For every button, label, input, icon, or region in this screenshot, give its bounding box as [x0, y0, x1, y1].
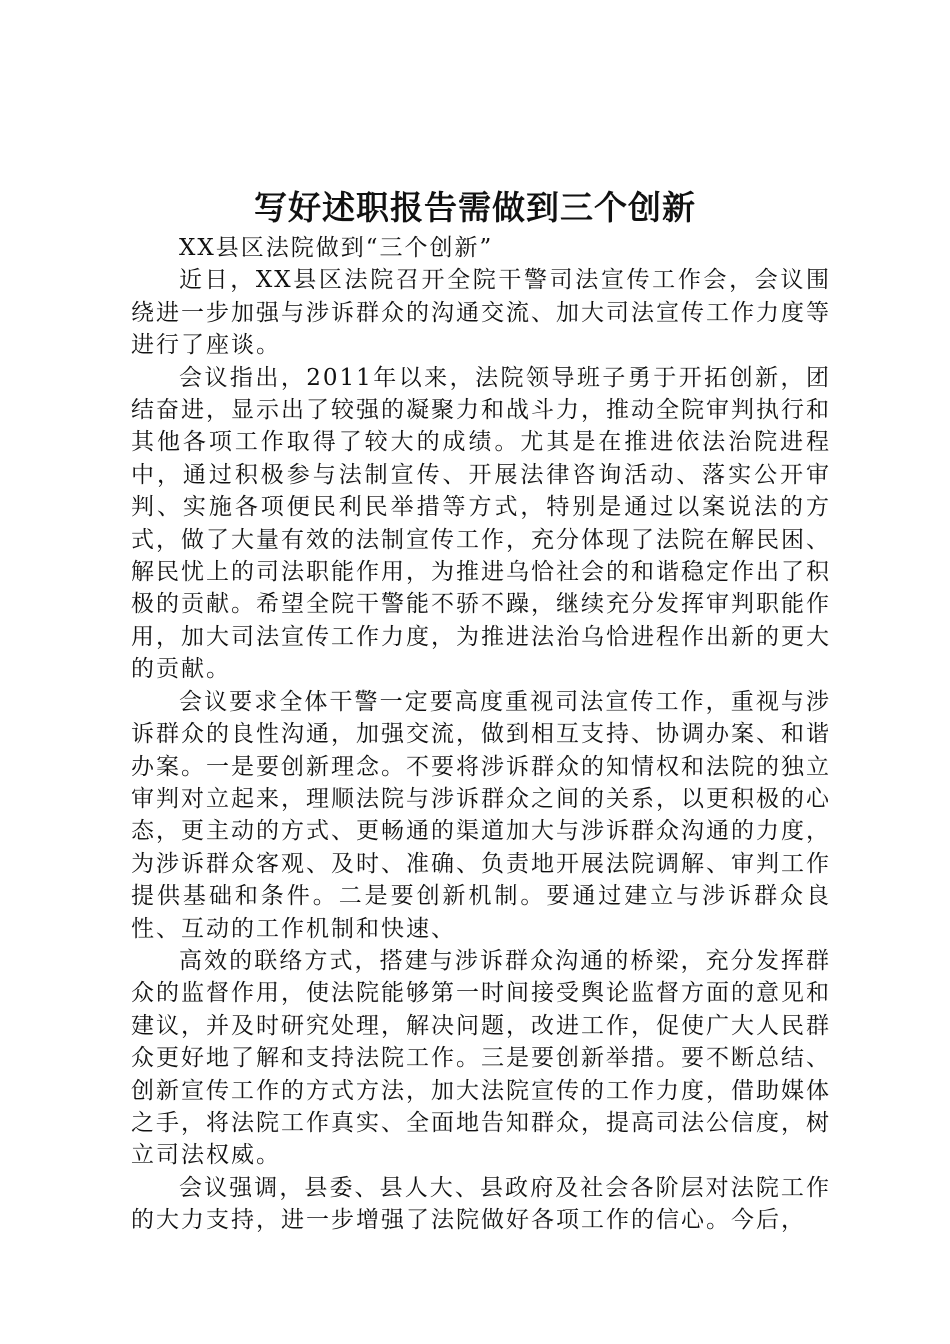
- body-paragraph: 会议指出，2011年以来，法院领导班子勇于开拓创新，团结奋进，显示出了较强的凝聚力和战斗力，推动全院审判执行和其他各项工作取得了较大的成绩。尤其是在推进依法治院进程中，通过积极参与法制宣传、开展法律咨询活动、落实公开审判、实施各项便民利民举措等方式，特别是通过以案说法的方式，做了大量有效的法制宣传工作，充分体现了法院在解民困、解民忧上的司法职能作用，为推进乌恰社会的和谐稳定作出了积极的贡献。希望全院干警能不骄不躁，继续充分发挥审判职能作用，加大司法宣传工作力度，为推进法治乌恰进程作出新的更大的贡献。: [131, 364, 831, 683]
- body-paragraph: 会议强调，县委、县人大、县政府及社会各阶层对法院工作的大力支持，进一步增强了法院做好各项工作的信心。今后，: [131, 1174, 831, 1234]
- body-paragraph: 近日，XX县区法院召开全院干警司法宣传工作会，会议围绕进一步加强与涉诉群众的沟通交流、加大司法宣传工作力度等进行了座谈。: [131, 267, 831, 359]
- body-paragraph: 高效的联络方式，搭建与涉诉群众沟通的桥梁，充分发挥群众的监督作用，使法院能够第一时间接受舆论监督方面的意见和建议，并及时研究处理，解决问题，改进工作，促使广大人民群众更好地了解和支持法院工作。三是要创新举措。要不断总结、创新宣传工作的方式方法，加大法院宣传的工作力度，借助媒体之手，将法院工作真实、全面地告知群众，提高司法公信度，树立司法权威。: [131, 947, 831, 1169]
- document-body: [131, 232, 831, 1237]
- subtitle-paragraph: XX县区法院做到“三个创新”: [179, 235, 494, 261]
- body-paragraph: 会议要求全体干警一定要高度重视司法宣传工作，重视与涉诉群众的良性沟通，加强交流，做到相互支持、协调办案、和谐办案。一是要创新理念。不要将涉诉群众的知情权和法院的独立审判对立起来，理顺法院与涉诉群众之间的关系，以更积极的心态，更主动的方式、更畅通的渠道加大与涉诉群众沟通的力度，为涉诉群众客观、及时、准确、负责地开展法院调解、审判工作提供基础和条件。二是要创新机制。要通过建立与涉诉群众良性、互动的工作机制和快速、: [131, 688, 831, 942]
- document-title: 写好述职报告需做到三个创新: [254, 188, 696, 227]
